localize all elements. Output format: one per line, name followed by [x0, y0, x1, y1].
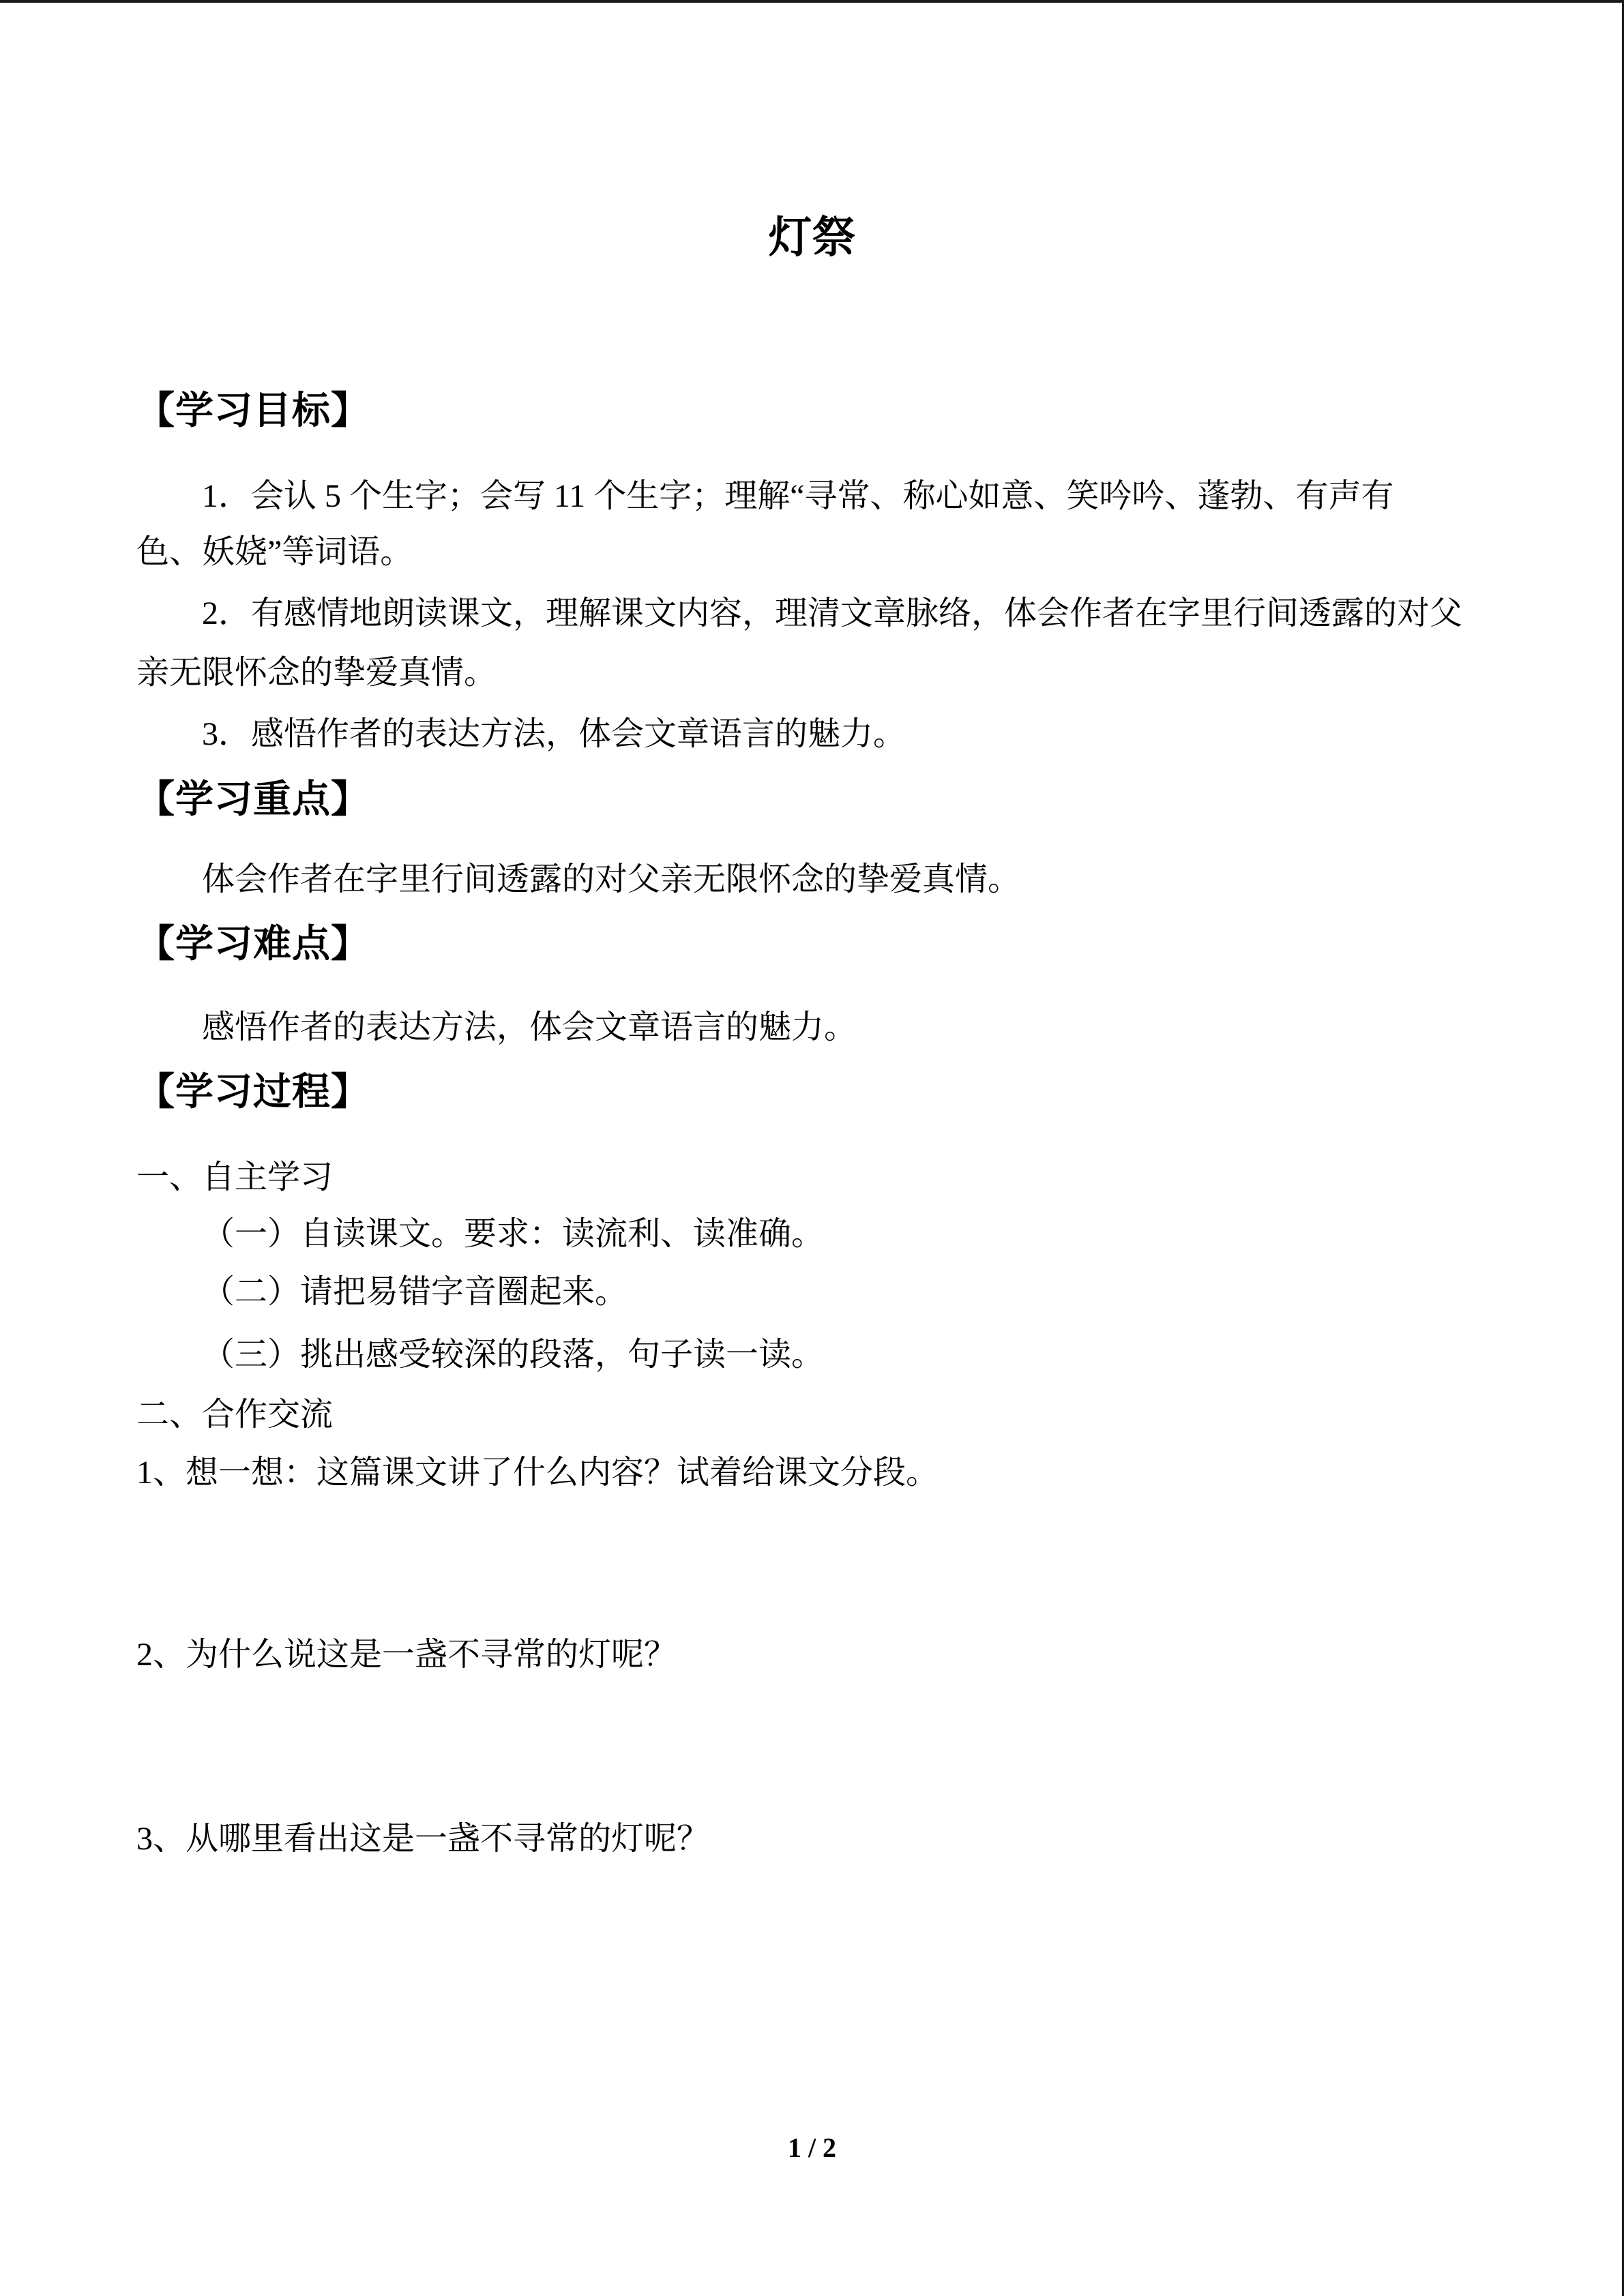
process-part-2-title: 二、合作交流 — [136, 1397, 334, 1433]
process-part-1-step-2: （二）请把易错字音圈起来。 — [202, 1274, 628, 1310]
section-heading-learning-process: 【学习过程】 — [136, 1070, 370, 1113]
page-top-border — [0, 0, 1624, 3]
section-heading-learning-difficulty: 【学习难点】 — [136, 922, 370, 965]
process-part-1-step-3: （三）挑出感受较深的段落，句子读一读。 — [202, 1337, 825, 1373]
objective-item-3: 3．感悟作者的表达方法，体会文章语言的魅力。 — [202, 716, 906, 752]
objective-item-2-line-1: 2．有感情地朗读课文，理解课文内容，理清文章脉络，体会作者在字里行间透露的对父 — [202, 595, 1463, 631]
process-part-2-question-3: 3、从哪里看出这是一盏不寻常的灯呢？ — [136, 1821, 710, 1857]
learning-difficulty-content: 感悟作者的表达方法，体会文章语言的魅力。 — [202, 1009, 857, 1045]
section-heading-learning-objectives: 【学习目标】 — [136, 389, 370, 432]
process-part-2-question-2: 2、为什么说这是一盏不寻常的灯呢？ — [136, 1637, 677, 1673]
section-heading-learning-focus: 【学习重点】 — [136, 777, 370, 820]
learning-focus-content: 体会作者在字里行间透露的对父亲无限怀念的挚爱真情。 — [202, 861, 1021, 897]
page-number: 1 / 2 — [787, 2132, 837, 2163]
objective-item-2-line-2: 亲无限怀念的挚爱真情。 — [136, 655, 497, 691]
process-part-2-question-1: 1、想一想：这篇课文讲了什么内容？试着给课文分段。 — [136, 1455, 939, 1491]
doc-title: 灯祭 — [768, 213, 856, 262]
process-part-1-title: 一、自主学习 — [136, 1159, 334, 1195]
process-part-1-step-1: （一）自读课文。要求：读流利、读准确。 — [202, 1216, 825, 1252]
objective-item-1-line-2: 色、妖娆”等词语。 — [136, 534, 413, 570]
objective-item-1-line-1: 1．会认 5 个生字；会写 11 个生字；理解“寻常、称心如意、笑吟吟、蓬勃、有声有 — [202, 478, 1394, 514]
